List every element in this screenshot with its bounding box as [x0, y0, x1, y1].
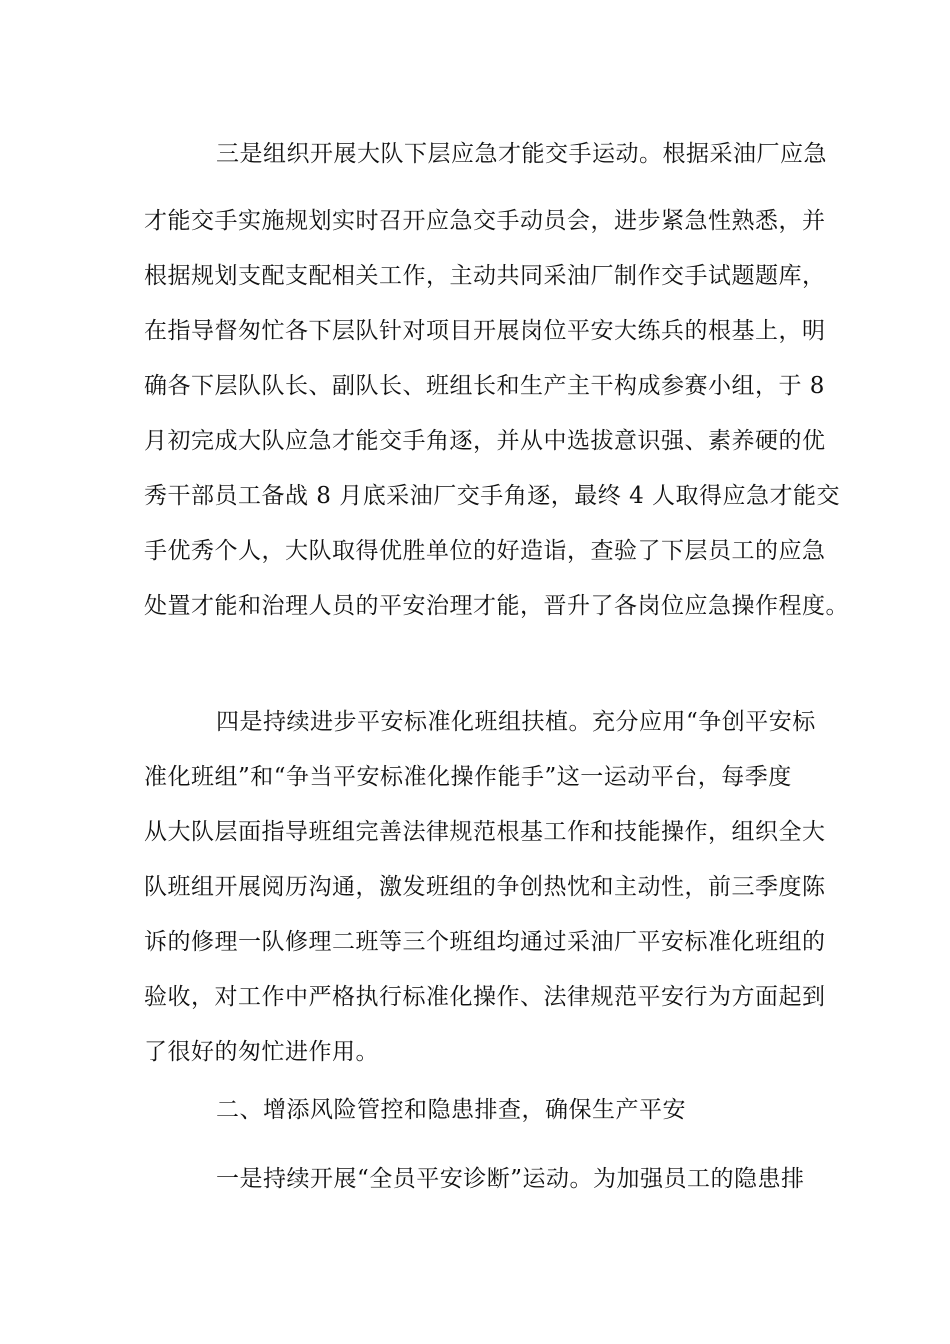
paragraph-3-line-7: 秀干部员工备战 8 月底采油厂交手角逐，最终 4 人取得应急才能交 [144, 483, 841, 509]
paragraph-5-line-1: 一是持续开展“全员平安诊断”运动。为加强员工的隐患排 [216, 1166, 805, 1192]
paragraph-3-line-5: 确各下层队队长、副队长、班组长和生产主干构成参赛小组，于 8 [144, 373, 825, 399]
paragraph-3-line-4: 在指导督匆忙各下层队针对项目开展岗位平安大练兵的根基上，明 [144, 318, 826, 344]
paragraph-4-line-6: 验收，对工作中严格执行标准化操作、法律规范平安行为方面起到 [144, 984, 826, 1010]
section-heading: 二、增添风险管控和隐患排查，确保生产平安 [216, 1097, 686, 1123]
paragraph-4-line-7: 了很好的匆忙进作用。 [144, 1039, 379, 1065]
paragraph-3-line-2: 才能交手实施规划实时召开应急交手动员会，进步紧急性熟悉，并 [144, 208, 826, 234]
paragraph-4-line-5: 诉的修理一队修理二班等三个班组均通过采油厂平安标准化班组的 [144, 929, 826, 955]
paragraph-4-line-3: 从大队层面指导班组完善法律规范根基工作和技能操作，组织全大 [144, 819, 826, 845]
paragraph-4-line-1: 四是持续进步平安标准化班组扶植。充分应用“争创平安标 [216, 709, 816, 735]
paragraph-3-line-8: 手优秀个人，大队取得优胜单位的好造诣，查验了下层员工的应急 [144, 538, 826, 564]
paragraph-3-line-9: 处置才能和治理人员的平安治理才能，晋升了各岗位应急操作程度。 [144, 593, 849, 619]
paragraph-3-line-3: 根据规划支配支配相关工作，主动共同采油厂制作交手试题题库， [144, 263, 826, 289]
paragraph-3-line-1: 三是组织开展大队下层应急才能交手运动。根据采油厂应急 [216, 141, 827, 167]
paragraph-3-line-6: 月初完成大队应急才能交手角逐，并从中选拔意识强、素养硬的优 [144, 428, 826, 454]
paragraph-4-line-4: 队班组开展阅历沟通，激发班组的争创热忱和主动性，前三季度陈 [144, 874, 826, 900]
paragraph-4-line-2: 准化班组”和“争当平安标准化操作能手”这一运动平台，每季度 [144, 764, 792, 790]
